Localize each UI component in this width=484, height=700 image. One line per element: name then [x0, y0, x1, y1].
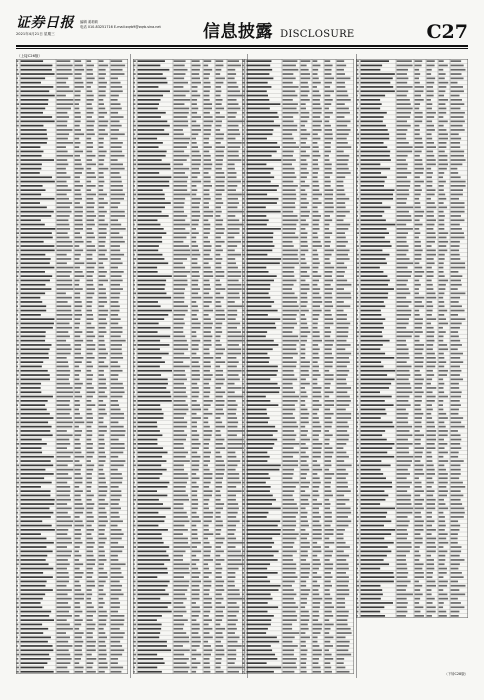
newspaper-logo	[16, 16, 74, 37]
column-divider	[130, 54, 131, 678]
section-title	[203, 22, 355, 45]
date-line: 2021年4月21日 星期三	[16, 32, 55, 36]
disclosure-table-1	[16, 59, 128, 678]
continued-to-note: （下转C28版）	[444, 672, 468, 676]
editor-info	[80, 20, 161, 30]
contact-line: 电话 010-83251716 E-mail:zqrb9@zqrb.sina.net	[80, 25, 161, 29]
section-title-en: DISCLOSURE	[280, 29, 355, 40]
masthead	[0, 0, 484, 52]
masthead-rule-thin	[16, 48, 468, 49]
section-title-zh: 信息披露	[203, 22, 273, 42]
disclosure-table-4	[356, 59, 468, 619]
logo-text: 证券日报	[16, 15, 74, 31]
disclosure-column-4	[356, 54, 468, 678]
disclosure-column-2	[133, 54, 245, 678]
editor-line: 编辑 姜莉莉	[80, 20, 99, 24]
disclosure-table-3	[242, 59, 354, 678]
disclosure-table-2	[133, 59, 245, 678]
masthead-rule-thick	[16, 45, 468, 47]
page-number: C27	[426, 21, 468, 43]
disclosure-columns	[16, 54, 468, 678]
disclosure-column-3	[242, 54, 354, 678]
disclosure-column-1	[16, 54, 128, 678]
continued-from-note: （上接C26版）	[17, 54, 43, 58]
